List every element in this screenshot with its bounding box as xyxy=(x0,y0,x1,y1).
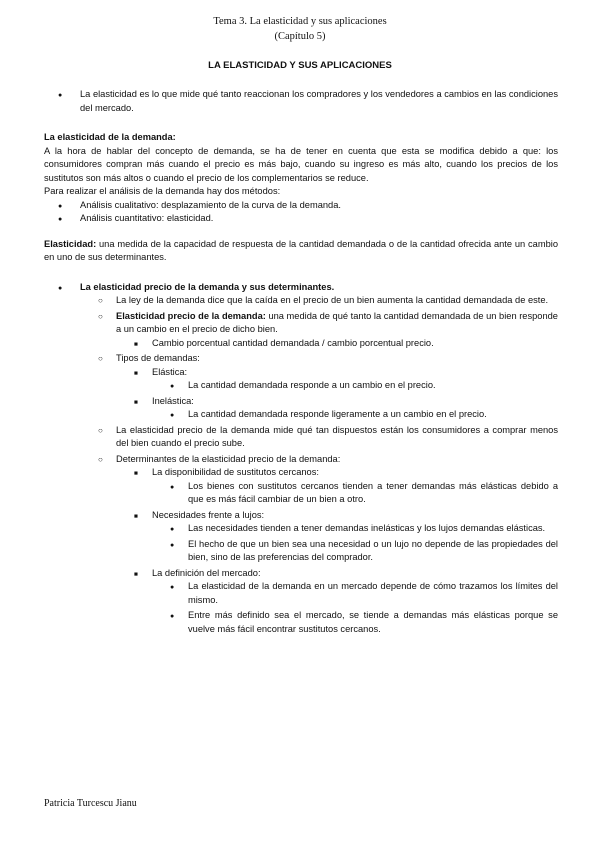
bullet-dot-icon xyxy=(170,609,174,624)
inelastic-type: ■ Inelástica: xyxy=(44,395,558,409)
page-header xyxy=(0,14,600,44)
method-item: ● Análisis cualitativo: desplazamiento de la curva de la demanda. xyxy=(44,199,558,213)
price-elasticity-definition: ○ Elasticidad precio de la demanda: una medida de qué tanto la cantidad demandada de un bien responde a un cambio en el precio de dicho bien. xyxy=(44,310,558,337)
needs-description-2: ● El hecho de que un bien sea una necesidad o un lujo no depende de las propiedades del bien, sino de las preferencias del comprador. xyxy=(44,538,558,565)
bullet-square-icon xyxy=(134,466,138,481)
bullet-circle-icon xyxy=(98,424,103,438)
bullet-circle-icon xyxy=(98,352,103,366)
price-elasticity-heading: ● La elasticidad precio de la demanda y sus determinantes. xyxy=(44,281,558,295)
method-item: ● Análisis cuantitativo: elasticidad. xyxy=(44,212,558,226)
substitutes-description: ● Los bienes con sustitutos cercanos tienden a tener demandas más elásticas debido a que es más fácil cambiar de un bien a otro. xyxy=(44,480,558,507)
bullet-dot-icon xyxy=(170,538,174,553)
intro-text: La elasticidad es lo que mide qué tanto reaccionan los compradores y los vendedores a cambios en las condiciones del mercado. xyxy=(80,89,558,113)
bullet-circle-icon xyxy=(98,453,103,467)
market-determinant: ■ La definición del mercado: xyxy=(44,567,558,581)
bullet-circle-icon xyxy=(98,294,103,308)
bullet-dot-icon xyxy=(58,212,62,227)
elasticity-text: una medida de la capacidad de respuesta de la cantidad demandada o de la cantidad ofrecida ante un cambio en uno de sus determinantes. xyxy=(44,238,558,262)
elastic-description: ● La cantidad demandada responde a un cambio en el precio. xyxy=(44,379,558,393)
determinants-item: ○ Determinantes de la elasticidad precio de la demanda: xyxy=(44,453,558,467)
bullet-square-icon xyxy=(134,509,138,524)
elastic-type: ■ Elástica: xyxy=(44,366,558,380)
document-body xyxy=(44,88,558,636)
elasticity-term: Elasticidad: xyxy=(44,238,97,249)
measures-item: ○ La elasticidad precio de la demanda mide qué tan dispuestos están los consumidores a comprar menos del bien cuando el precio sube. xyxy=(44,424,558,451)
bullet-circle-icon xyxy=(98,310,103,324)
market-description-1: ● La elasticidad de la demanda en un mercado depende de cómo trazamos los límites del mismo. xyxy=(44,580,558,607)
document-title: LA ELASTICIDAD Y SUS APLICACIONES xyxy=(208,60,392,71)
bullet-dot-icon xyxy=(170,580,174,595)
bullet-dot-icon xyxy=(58,281,62,296)
bullet-square-icon xyxy=(134,567,138,582)
methods-intro: Para realizar el análisis de la demanda hay dos métodos: xyxy=(44,186,281,196)
bullet-dot-icon xyxy=(170,522,174,537)
inelastic-description: ● La cantidad demandada responde ligeramente a un cambio en el precio. xyxy=(44,408,558,422)
needs-description-1: ● Las necesidades tienden a tener demandas inelásticas y los lujos demandas elásticas. xyxy=(44,522,558,536)
law-of-demand-item: ○ La ley de la demanda dice que la caída en el precio de un bien aumenta la cantidad demandada de este. xyxy=(44,294,558,308)
formula-item: ■ Cambio porcentual cantidad demandada / cambio porcentual precio. xyxy=(44,337,558,351)
header-chapter: (Capítulo 5) xyxy=(274,31,326,42)
bullet-square-icon xyxy=(134,366,138,381)
bullet-dot-icon xyxy=(170,379,174,394)
bullet-square-icon xyxy=(134,395,138,410)
bullet-square-icon xyxy=(134,337,138,352)
elasticity-definition xyxy=(44,238,558,265)
market-description-2: ● Entre más definido sea el mercado, se tiende a demandas más elásticas porque se vuelve más fácil encontrar sustitutos cercanos. xyxy=(44,609,558,636)
demand-types-item: ○ Tipos de demandas: xyxy=(44,352,558,366)
bullet-dot-icon xyxy=(170,480,174,495)
header-topic: Tema 3. La elasticidad y sus aplicaciones xyxy=(213,16,387,27)
page-footer-author: Patricia Turcescu Jianu xyxy=(44,798,137,809)
intro-bullet xyxy=(44,88,558,115)
substitutes-determinant: ■ La disponibilidad de sustitutos cercanos: xyxy=(44,466,558,480)
demand-paragraph: A la hora de hablar del concepto de demanda, se ha de tener en cuenta que esta se modifica debido a que: los consumidores compran más cuando el precio es más bajo, cuando su ingreso es más alto, cuando los precios de los sustitutos son más altos o cuando el precio de los complementarios se reduce. xyxy=(44,145,558,183)
needs-determinant: ■ Necesidades frente a lujos: xyxy=(44,509,558,523)
bullet-dot-icon xyxy=(58,88,62,103)
bullet-dot-icon xyxy=(58,199,62,214)
bullet-dot-icon xyxy=(170,408,174,423)
demand-heading: La elasticidad de la demanda: xyxy=(44,132,176,142)
